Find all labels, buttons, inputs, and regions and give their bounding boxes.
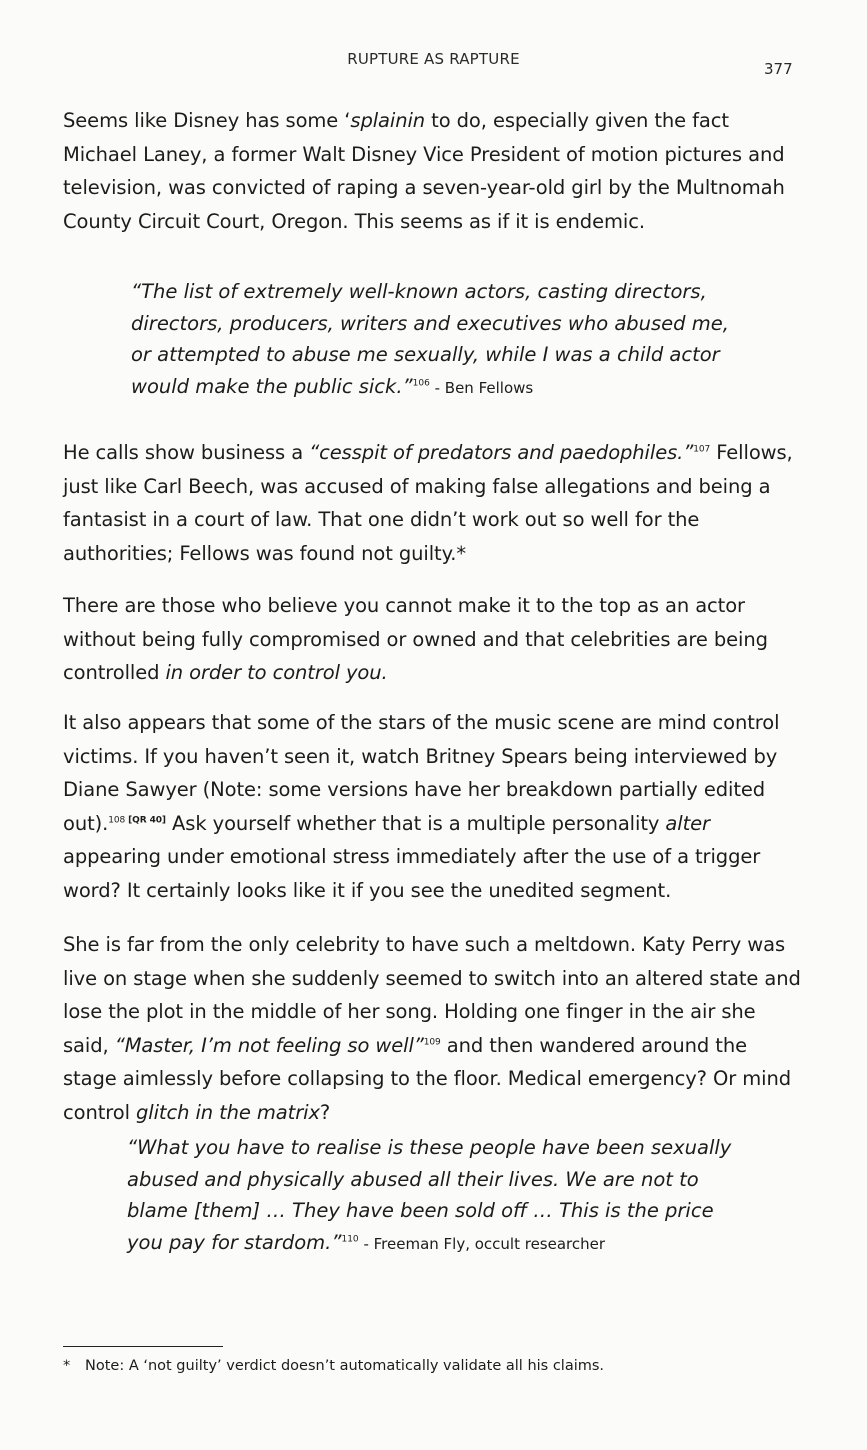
footnote-marker: * (63, 1358, 71, 1374)
block-quote-1 (131, 276, 741, 404)
page-number: 377 (764, 60, 793, 78)
text-run: appearing under emotional stress immediately after the use of a trigger word? It certainly looks like it if you see the unedited segment. (63, 845, 761, 902)
footnote-reference: 106 (412, 378, 430, 388)
text-run: There are those who believe you cannot make it to the top as an actor without being fully compromised or owned and that celebrities are being controlled (63, 594, 768, 684)
footnote-reference: 108 (108, 815, 126, 825)
italic-run: glitch in the matrix (136, 1100, 320, 1124)
paragraph-2 (63, 436, 803, 570)
paragraph-1 (63, 104, 803, 238)
text-run: It also appears that some of the stars of the music scene are mind control victims. If you haven’t seen it, watch Britney Spears being interviewed by Diane Sawyer (Note: some versions have her breakdown partially edited out). (63, 711, 780, 835)
footnote-reference: 110 (341, 1234, 359, 1244)
text-run: Ask yourself whether that is a multiple personality (165, 811, 666, 835)
italic-run: “Master, I’m not feeling so well” (114, 1033, 424, 1057)
qr-reference: [QR 40] (125, 815, 166, 825)
italic-run: splainin (350, 109, 426, 132)
quote-attribution: - Ben Fellows (429, 378, 534, 397)
footnote-reference: 109 (423, 1037, 441, 1047)
footnote-reference: 107 (693, 444, 711, 455)
italic-run: “cesspit of predators and paedophiles.” (309, 441, 694, 464)
block-quote-2 (127, 1132, 737, 1260)
text-run: She is far from the only celebrity to have such a meltdown. Katy Perry was live on stage when she suddenly seemed to switch into an altered state and lose the plot in the middle of her song. Holding one finger in the air she said, (63, 933, 801, 1057)
italic-run: in order to control you. (165, 661, 388, 684)
quote-text: “The list of extremely well-known actors, casting directors, directors, producers, writers and executives who abused me, or attempted to abuse me sexually, while I was a child actor would make the public sick.” (131, 280, 729, 398)
footnote-divider (63, 1346, 223, 1347)
text-run: Fellows, just like Carl Beech, was accused of making false allegations and being a fantasist in a court of law. That one didn’t work out so well for the authorities; Fellows was found not guilty.* (63, 441, 793, 565)
footnote (63, 1356, 803, 1376)
quote-text: “What you have to realise is these people have been sexually abused and physically abused all their lives. We are not to blame [them] … They have been sold off … This is the price you pay for stardom.” (127, 1136, 732, 1254)
text-run: ? (319, 1100, 331, 1124)
italic-run: alter (665, 811, 710, 835)
paragraph-4 (63, 706, 803, 907)
text-run: Seems like Disney has some ‘ (63, 109, 351, 132)
text-run: and then wandered around the stage aimlessly before collapsing to the floor. Medical emergency? Or mind control (63, 1033, 792, 1124)
text-run: He calls show business a (63, 441, 310, 464)
paragraph-5 (63, 928, 803, 1129)
quote-attribution: - Freeman Fly, occult researcher (358, 1234, 606, 1253)
text-run: to do, especially given the fact Michael Laney, a former Walt Disney Vice President of motion pictures and television, was convicted of raping a seven-year-old girl by the Multnomah County Circuit Court, Oregon. This seems as if it is endemic. (63, 109, 785, 233)
paragraph-3 (63, 589, 803, 690)
footnote-text: Note: A ‘not guilty’ verdict doesn’t automatically validate all his claims. (85, 1358, 605, 1374)
running-header: RUPTURE AS RAPTURE (347, 50, 520, 68)
